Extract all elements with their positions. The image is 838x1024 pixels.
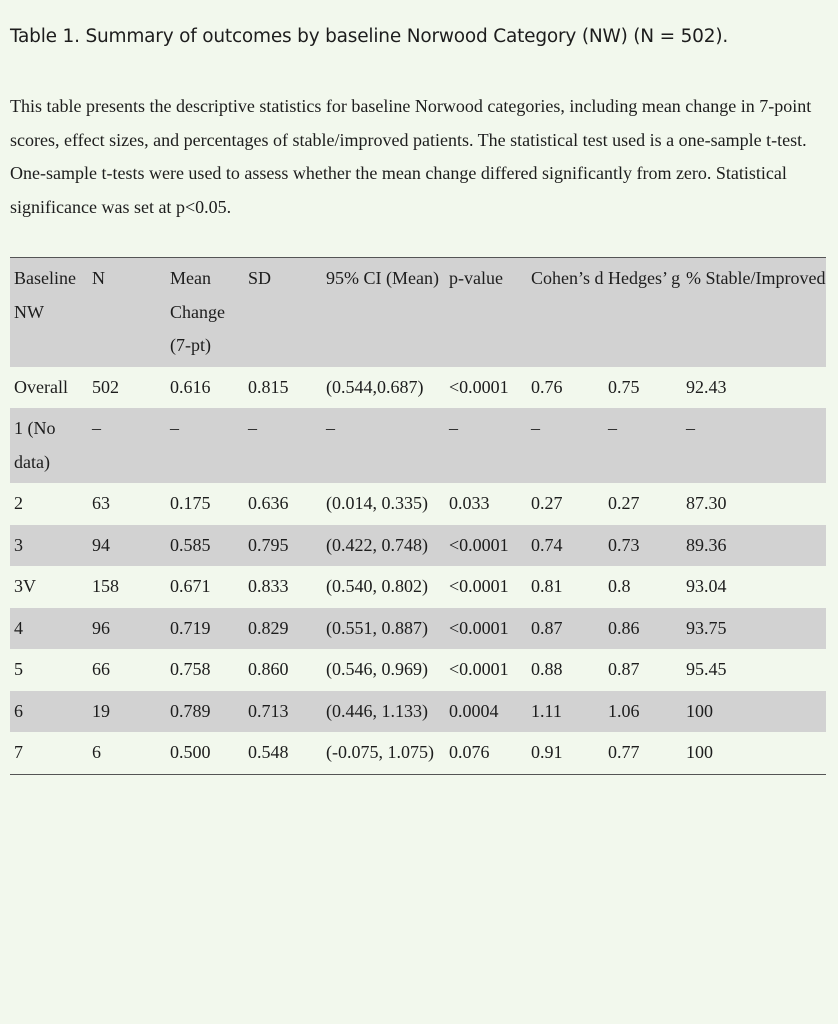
cell-n: 19 [92,700,110,721]
cell-cohens-d: 0.88 [531,659,563,679]
cell-95-ci: – [326,418,335,438]
header-hedges-g: Hedges’ g [608,268,681,288]
cell-p-value: <0.0001 [449,617,509,638]
cell-mean-change: 0.500 [170,742,211,762]
header-stable-improved: % Stable/Improved [686,268,826,288]
cell-sd: 0.860 [248,659,289,679]
cell-n: 502 [92,376,119,397]
cell-p-value: 0.076 [449,742,490,762]
cell-baseline-nw: 1 (No data) [14,418,56,472]
cell-baseline-nw: 3V [14,576,36,596]
cell-n: 6 [92,742,101,762]
cell-95-ci: (0.446, 1.133) [326,700,428,721]
cell-baseline-nw: 2 [14,493,23,513]
table-row [10,649,826,691]
cell-mean-change: 0.616 [170,376,211,397]
cell-mean-change: 0.175 [170,493,211,513]
table-row [10,566,826,608]
cell-sd: 0.795 [248,534,289,555]
cell-n: 96 [92,617,110,638]
table-row [10,408,826,483]
cell-hedges-g: – [608,418,617,438]
table-description: This table presents the descriptive statistics for baseline Norwood categories, including mean change in 7-point scores, effect sizes, and percentages of stable/improved patients. The statistical test used is a one-sample t-test. One-sample t-tests were used to assess whether the mean change differed significantly from zero. Statistical significance was set at p<0.05. [10,96,812,217]
cell-cohens-d: 0.87 [531,617,563,638]
cell-95-ci: (0.546, 0.969) [326,659,428,679]
cell-cohens-d: – [531,418,540,438]
header-mean-change: Mean Change (7-pt) [170,268,225,355]
cell-stable-improved: 92.43 [686,376,727,397]
cell-cohens-d: 0.91 [531,742,563,762]
cell-p-value: – [449,418,458,438]
cell-cohens-d: 0.81 [531,576,563,596]
cell-hedges-g: 0.87 [608,659,640,679]
cell-n: 66 [92,659,110,679]
cell-95-ci: (0.551, 0.887) [326,617,428,638]
header-baseline-nw: Baseline NW [14,268,76,322]
table-title: Table 1. Summary of outcomes by baseline Norwood Category (NW) (N = 502). [10,26,729,47]
cell-cohens-d: 0.76 [531,376,563,397]
cell-p-value: <0.0001 [449,659,509,679]
cell-stable-improved: 89.36 [686,534,727,555]
table-row [10,732,826,774]
cell-baseline-nw: 7 [14,742,23,762]
cell-95-ci: (-0.075, 1.075) [326,742,434,762]
cell-baseline-nw: Overall [14,376,68,397]
cell-mean-change: 0.585 [170,534,211,555]
table-row [10,691,826,733]
cell-hedges-g: 0.8 [608,576,631,596]
outcomes-table [10,257,826,775]
header-n: N [92,268,105,288]
cell-n: 63 [92,493,110,513]
header-95-ci: 95% CI (Mean) [326,268,439,288]
cell-mean-change: 0.671 [170,576,211,596]
cell-sd: 0.833 [248,576,289,596]
cell-sd: 0.636 [248,493,289,513]
table-row [10,525,826,567]
cell-p-value: <0.0001 [449,576,509,596]
cell-mean-change: – [170,418,179,438]
cell-baseline-nw: 4 [14,617,23,638]
cell-sd: 0.713 [248,700,289,721]
cell-95-ci: (0.014, 0.335) [326,493,428,513]
cell-stable-improved: 87.30 [686,493,727,513]
table-row [10,483,826,525]
cell-95-ci: (0.422, 0.748) [326,534,428,555]
cell-stable-improved: 95.45 [686,659,727,679]
header-row [10,258,826,367]
cell-hedges-g: 0.75 [608,376,640,397]
cell-p-value: 0.0004 [449,700,499,721]
table-row [10,608,826,650]
header-p-value: p-value [449,268,503,288]
cell-stable-improved: – [686,418,695,438]
cell-baseline-nw: 6 [14,700,23,721]
cell-baseline-nw: 3 [14,534,23,555]
cell-stable-improved: 100 [686,700,713,721]
cell-hedges-g: 0.73 [608,534,640,555]
cell-stable-improved: 93.75 [686,617,727,638]
header-cohens-d: Cohen’s d [531,268,604,288]
header-sd: SD [248,268,272,288]
cell-hedges-g: 1.06 [608,700,640,721]
cell-95-ci: (0.544,0.687) [326,376,424,397]
cell-n: – [92,418,101,438]
cell-sd: 0.815 [248,376,289,397]
cell-95-ci: (0.540, 0.802) [326,576,428,596]
cell-baseline-nw: 5 [14,659,23,679]
cell-mean-change: 0.719 [170,617,211,638]
table-row [10,367,826,409]
cell-hedges-g: 0.27 [608,493,640,513]
cell-mean-change: 0.789 [170,700,211,721]
cell-hedges-g: 0.77 [608,742,640,762]
cell-cohens-d: 1.11 [531,700,562,721]
cell-p-value: <0.0001 [449,376,509,397]
cell-n: 94 [92,534,110,555]
cell-stable-improved: 100 [686,742,713,762]
cell-sd: 0.548 [248,742,289,762]
cell-p-value: <0.0001 [449,534,509,555]
cell-hedges-g: 0.86 [608,617,640,638]
cell-p-value: 0.033 [449,493,490,513]
cell-sd: – [248,418,257,438]
cell-mean-change: 0.758 [170,659,211,679]
cell-n: 158 [92,576,119,596]
cell-stable-improved: 93.04 [686,576,727,596]
cell-cohens-d: 0.27 [531,493,563,513]
cell-cohens-d: 0.74 [531,534,563,555]
cell-sd: 0.829 [248,617,289,638]
